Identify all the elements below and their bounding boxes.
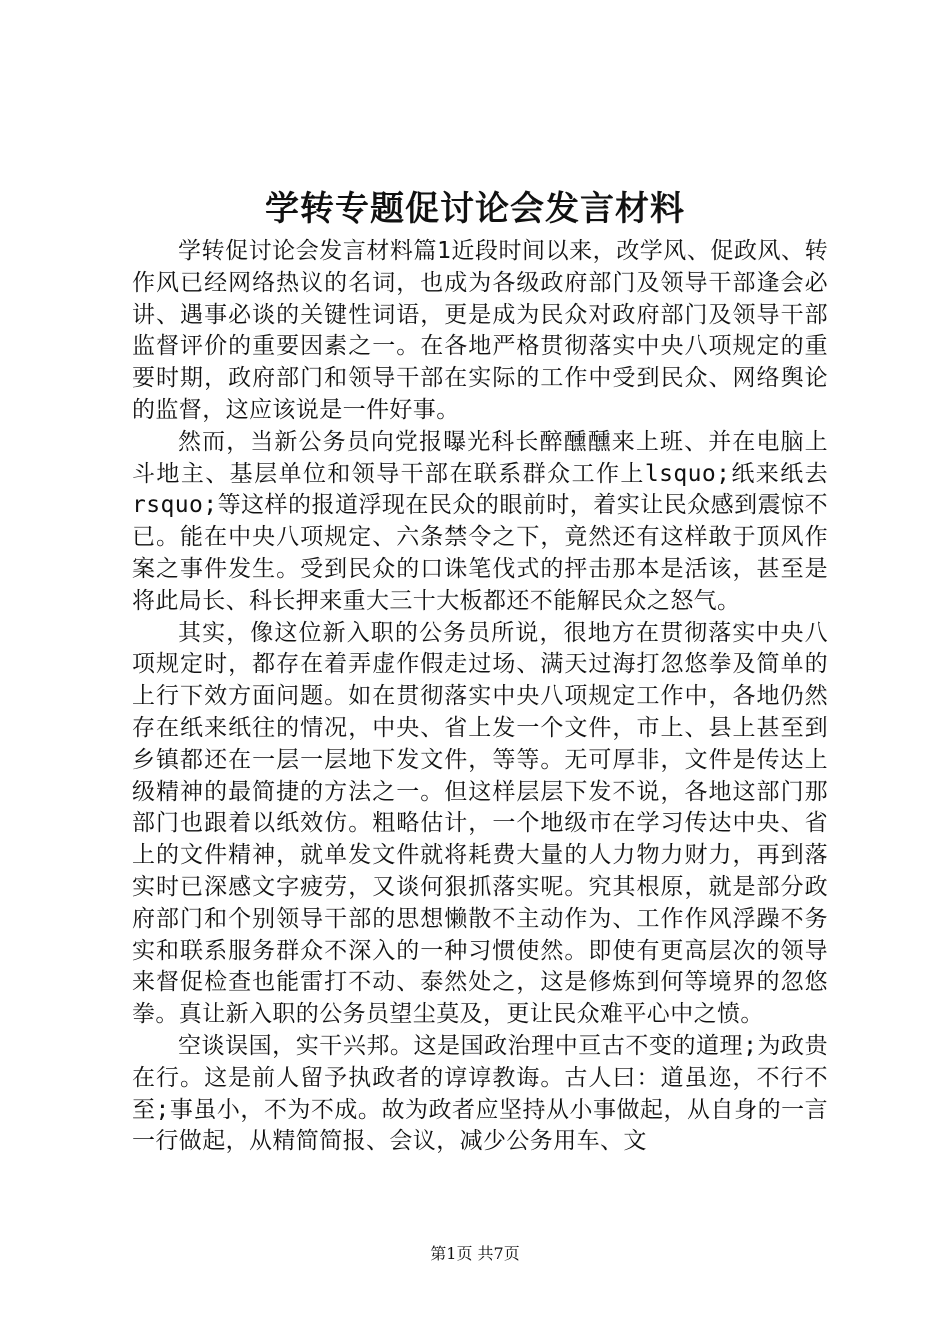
paragraph-1: 学转促讨论会发言材料篇1近段时间以来，改学风、促政风、转作风已经网络热议的名词，也成为各级政府部门及领导干部逢会必讲、遇事必谈的关键性词语，更是成为民众对政府部门及领导干部监督评价的重要因素之一。在各地严格贯彻落实中央八项规定的重要时期，政府部门和领导干部在实际的工作中受到民众、网络舆论的监督，这应该说是一件好事。 — [132, 238, 828, 423]
document-title: 学转专题促讨论会发言材料 — [265, 189, 685, 229]
paragraph-2: 然而，当新公务员向党报曝光科长醉醺醺来上班、并在电脑上斗地主、基层单位和领导干部在联系群众工作上lsquo;纸来纸去rsquo;等这样的报道浮现在民众的眼前时，着实让民众感到震惊不已。能在中央八项规定、六条禁令之下，竟然还有这样敢于顶风作案之事件发生。受到民众的口诛笔伐式的抨击那本是活该，甚至是将此局长、科长押来重大三十大板都还不能解民众之怒气。 — [132, 428, 828, 614]
paragraph-4: 空谈误国，实干兴邦。这是国政治理中亘古不变的道理;为政贵在行。这是前人留予执政者的谆谆教诲。古人曰：道虽迩，不行不至;事虽小，不为不成。故为政者应坚持从小事做起，从自身的一言一行做起，从精简简报、会议，减少公务用车、文 — [132, 1032, 828, 1155]
page-footer: 第1页 共7页 — [430, 1244, 520, 1263]
document-body — [132, 236, 828, 1158]
paragraph-3: 其实，像这位新入职的公务员所说，很地方在贯彻落实中央八项规定时，都存在着弄虚作假走过场、满天过海打忽悠拳及简单的上行下效方面问题。如在贯彻落实中央八项规定工作中，各地仍然存在纸来纸往的情况，中央、省上发一个文件，市上、县上甚至到乡镇都还在一层一层地下发文件，等等。无可厚非，文件是传达上级精神的最简捷的方法之一。但这样层层下发不说，各地这部门那部门也跟着以纸效仿。粗略估计，一个地级市在学习传达中央、省上的文件精神，就单发文件就将耗费大量的人力物力财力，再到落实时已深感文字疲劳，又谈何狠抓落实呢。究其根原，就是部分政府部门和个别领导干部的思想懒散不主动作为、工作作风浮躁不务实和联系服务群众不深入的一种习惯使然。即使有更高层次的领导来督促检查也能雷打不动、泰然处之，这是修炼到何等境界的忽悠拳。真让新入职的公务员望尘莫及，更让民众难平心中之愤。 — [132, 619, 828, 1028]
